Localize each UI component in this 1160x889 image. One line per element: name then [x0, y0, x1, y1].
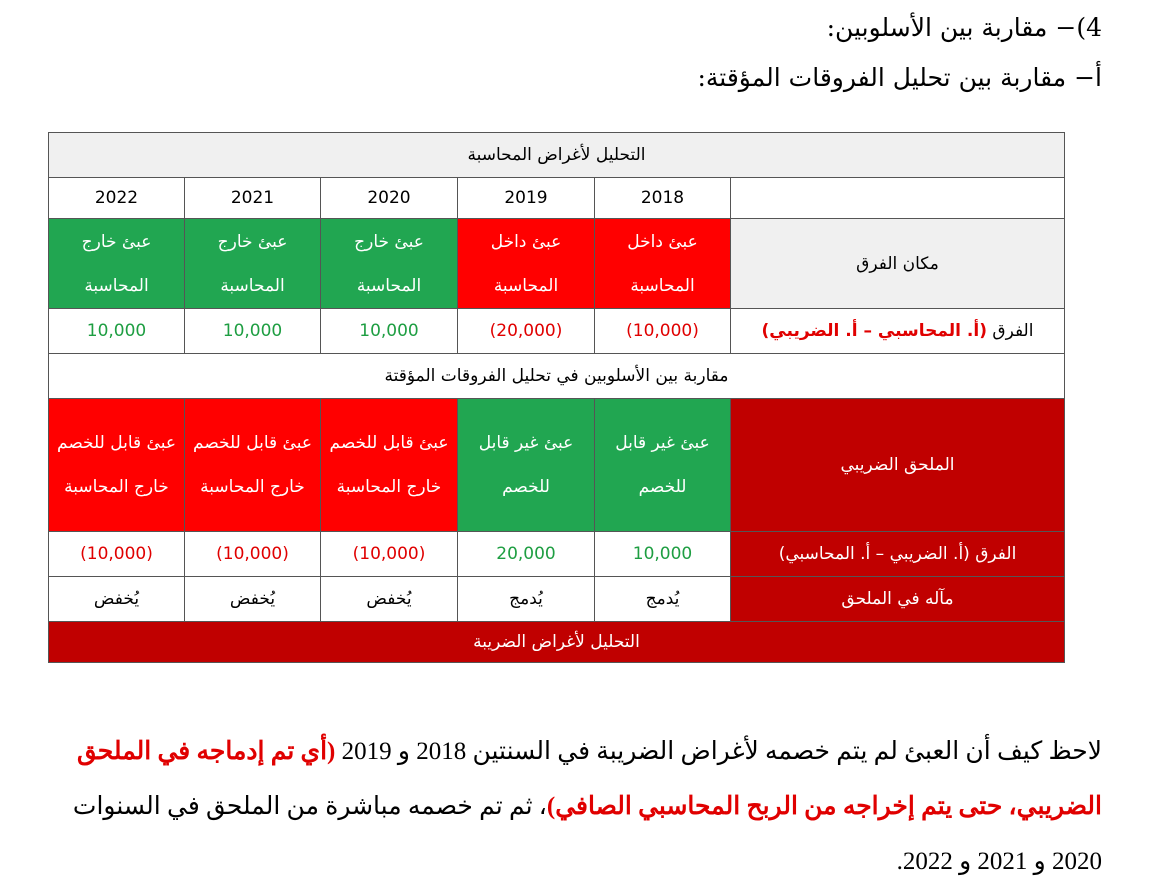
year-header: 2019 — [458, 178, 595, 219]
difference-label-formula: (أ. الضريبي – أ. المحاسبي) — [778, 544, 970, 564]
year-header-blank — [731, 178, 1065, 219]
annex-cell: عبئ قابل للخصم خارج المحاسبة — [185, 399, 321, 532]
difference-value: 10,000 — [321, 309, 458, 354]
location-cell: عبئ خارج المحاسبة — [321, 219, 458, 309]
note-text: لاحظ كيف أن العبئ لم يتم خصمه لأغراض الضريبة في السنتين 2018 و 2019 — [335, 738, 1102, 765]
location-cell: عبئ خارج المحاسبة — [185, 219, 321, 309]
year-header: 2022 — [49, 178, 185, 219]
difference-value: 10,000 — [49, 309, 185, 354]
tax-annex-row-label: الملحق الضريبي — [731, 399, 1065, 532]
note-text-end: ، ثم تم خصمه مباشرة من الملحق في السنوات 2020 و 2021 و 2022. — [72, 793, 1102, 875]
subsection-heading: أ− مقاربة بين تحليل الفروقات المؤقتة: — [697, 63, 1102, 92]
section-heading: 4)− مقاربة بين الأسلوبين: — [826, 13, 1102, 42]
difference-label-prefix: الفرق — [986, 321, 1034, 341]
fate-row-label: مآله في الملحق — [731, 577, 1065, 622]
location-cell: عبئ داخل المحاسبة — [595, 219, 731, 309]
location-row-label: مكان الفرق — [731, 219, 1065, 309]
difference-label-prefix: الفرق — [969, 544, 1017, 564]
note-emphasis: (أي تم إدماجه في الملحق الضريبي، حتى يتم إخراجه من الربح المحاسبي الصافي) — [76, 738, 1102, 820]
location-cell: عبئ داخل المحاسبة — [458, 219, 595, 309]
annex-cell: عبئ غير قابل للخصم — [458, 399, 595, 532]
difference-value: 20,000 — [458, 532, 595, 577]
difference-value: (10,000) — [321, 532, 458, 577]
difference-row-label — [731, 309, 1065, 354]
fate-value: يُخفض — [49, 577, 185, 622]
annex-cell: عبئ قابل للخصم خارج المحاسبة — [321, 399, 458, 532]
explanatory-note — [42, 724, 1102, 889]
year-header: 2021 — [185, 178, 321, 219]
fate-value: يُدمج — [458, 577, 595, 622]
year-header: 2018 — [595, 178, 731, 219]
comparison-table — [48, 132, 1065, 663]
difference-value: (10,000) — [595, 309, 731, 354]
accounting-analysis-title: التحليل لأغراض المحاسبة — [49, 133, 1065, 178]
comparison-title: مقاربة بين الأسلوبين في تحليل الفروقات المؤقتة — [49, 354, 1065, 399]
fate-value: يُخفض — [185, 577, 321, 622]
fate-value: يُدمج — [595, 577, 731, 622]
tax-analysis-title: التحليل لأغراض الضريبة — [49, 622, 1065, 663]
difference-row-label-2 — [731, 532, 1065, 577]
difference-value: (20,000) — [458, 309, 595, 354]
location-cell: عبئ خارج المحاسبة — [49, 219, 185, 309]
difference-value: (10,000) — [185, 532, 321, 577]
difference-value: 10,000 — [595, 532, 731, 577]
difference-label-formula: (أ. المحاسبي – أ. الضريبي) — [761, 321, 987, 341]
annex-cell: عبئ غير قابل للخصم — [595, 399, 731, 532]
difference-value: (10,000) — [49, 532, 185, 577]
fate-value: يُخفض — [321, 577, 458, 622]
difference-value: 10,000 — [185, 309, 321, 354]
year-header: 2020 — [321, 178, 458, 219]
annex-cell: عبئ قابل للخصم خارج المحاسبة — [49, 399, 185, 532]
